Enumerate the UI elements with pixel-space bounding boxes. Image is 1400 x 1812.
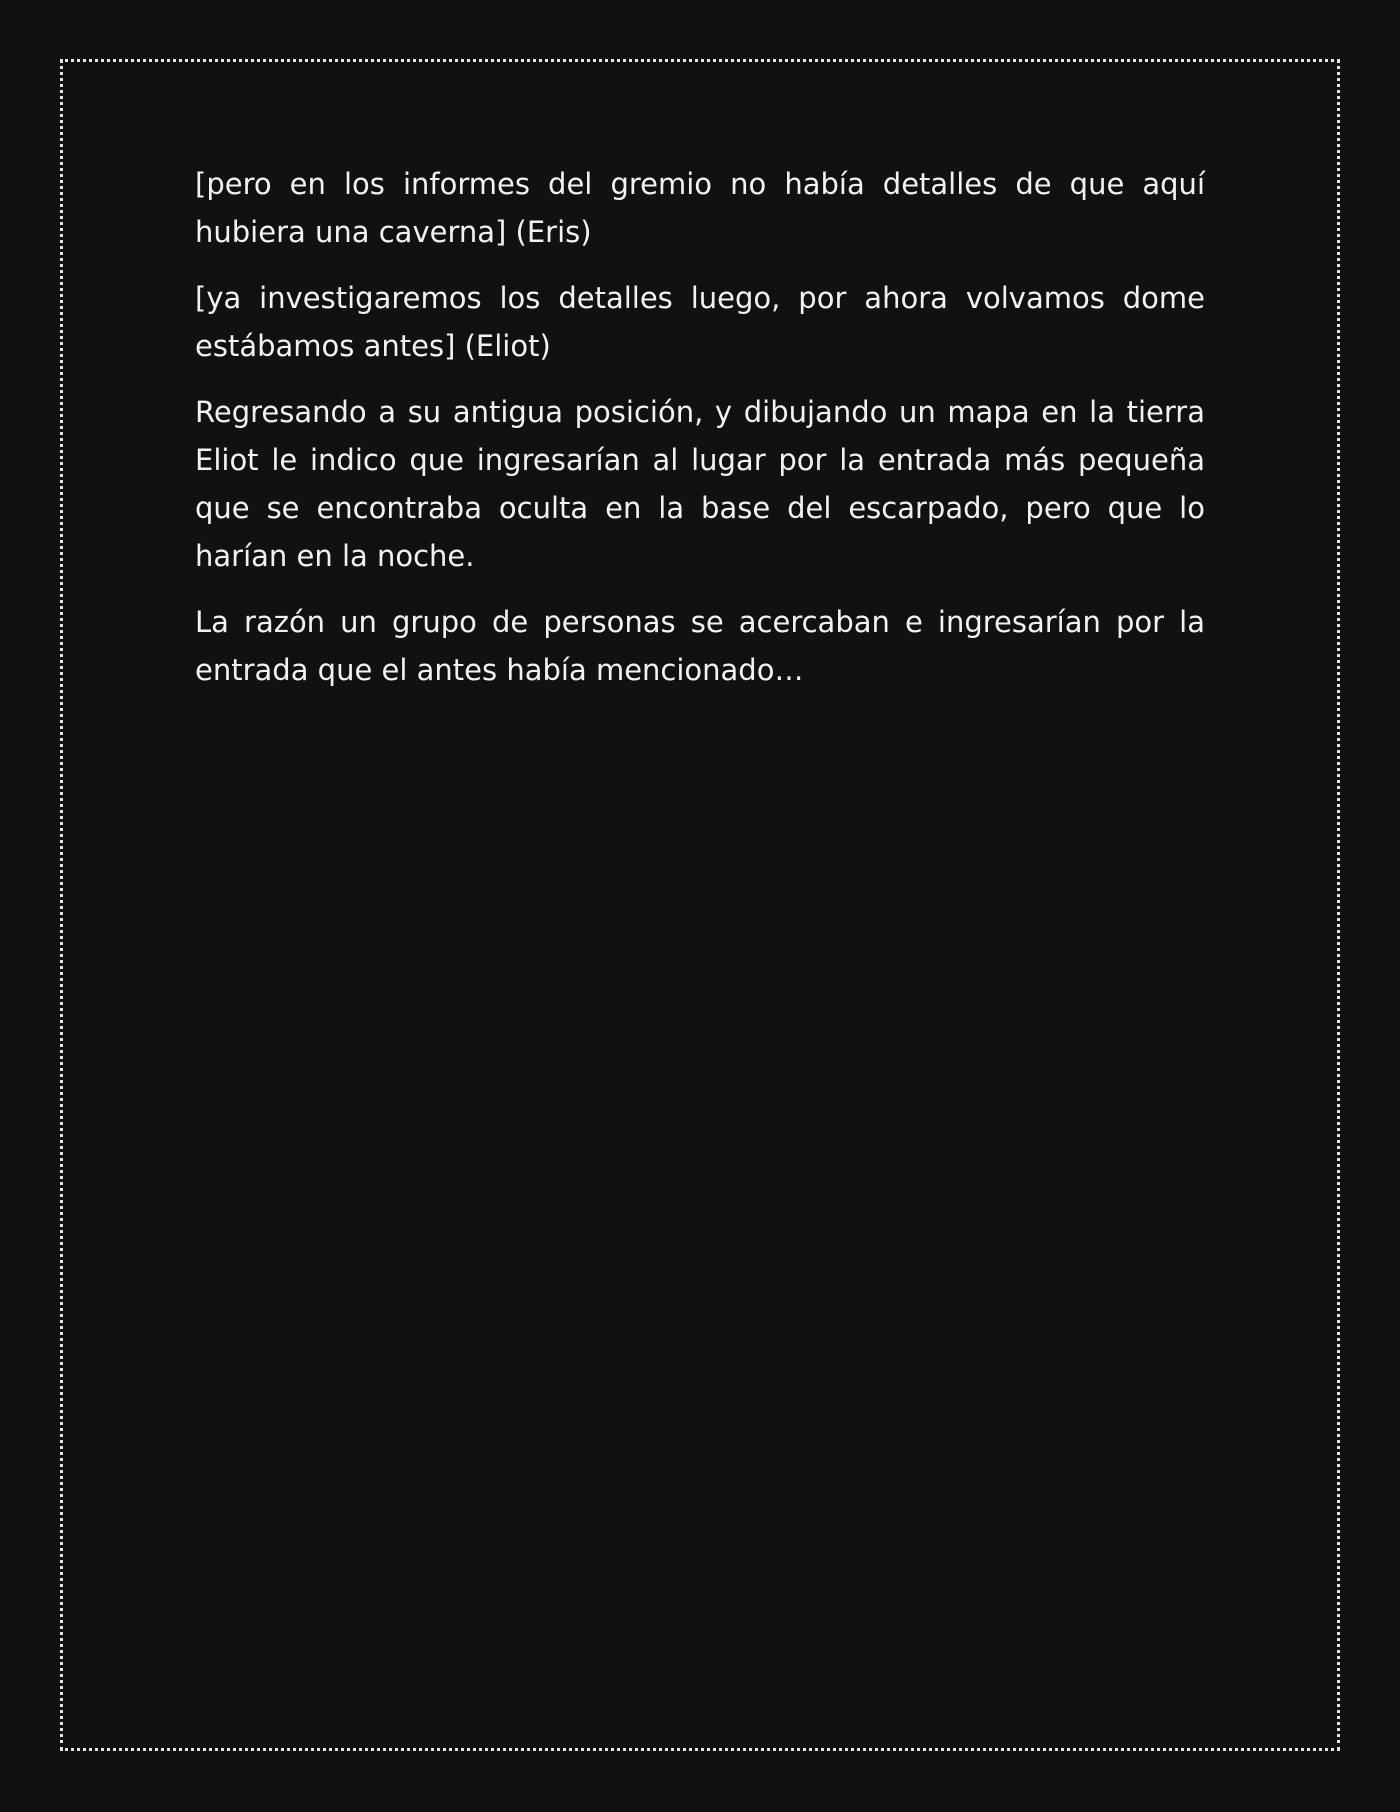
paragraph-eliot-dialogue: [ya investigaremos los detalles luego, por ahora volvamos dome estábamos antes] (Eliot) — [195, 281, 1205, 363]
page-text — [195, 160, 1205, 712]
paragraph-narration-group: La razón un grupo de personas se acercaban e ingresarían por la entrada que el antes había mencionado… — [195, 605, 1205, 687]
paragraph-eris-dialogue: [pero en los informes del gremio no había detalles de que aquí hubiera una caverna] (Eris) — [195, 167, 1205, 249]
paragraph-narration-map: Regresando a su antigua posición, y dibujando un mapa en la tierra Eliot le indico que ingresarían al lugar por la entrada más pequeña que se encontraba oculta en la base del escarpado, pero que lo harían en la noche. — [195, 395, 1205, 573]
